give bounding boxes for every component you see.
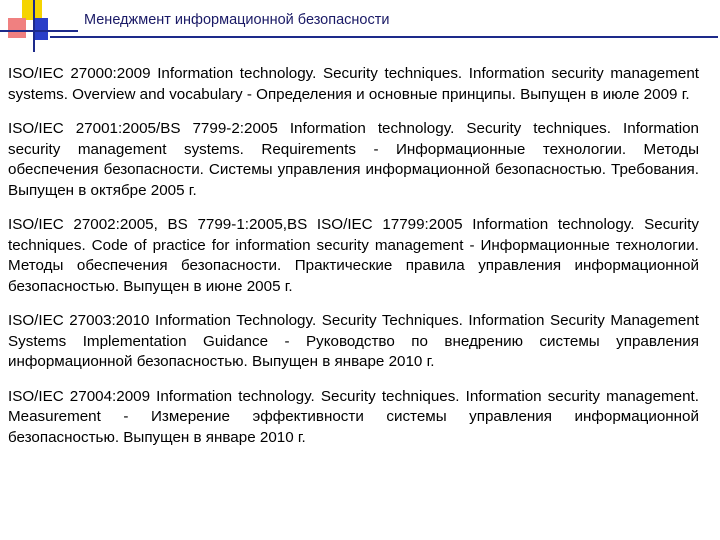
standard-paragraph-27003: ISO/IEC 27003:2010 Information Technology. Security Techniques. Information Security Management Systems Implementation Guidance - Руководство по внедрению системы управления информационной безопасностью. Выпущен в январе 2010 г. <box>8 312 699 370</box>
standard-paragraph-27001: ISO/IEC 27001:2005/BS 7799-2:2005 Information technology. Security techniques. Information security management systems. Requirements - Информационные технологии. Методы обеспечения безопасности. Системы управления информационной безопасностью. Требования. Выпущен в октябре 2005 г. <box>8 120 699 199</box>
logo-yellow-square <box>22 0 42 20</box>
logo-blue-square <box>34 18 48 40</box>
header-divider <box>50 36 718 38</box>
logo-pink-square <box>8 18 26 38</box>
standard-paragraph-27000: ISO/IEC 27000:2009 Information technology. Security techniques. Information security management systems. Overview and vocabulary - Определения и основные принципы. Выпущен в июле 2009 г. <box>8 65 699 103</box>
standards-list <box>8 64 699 462</box>
logo-horizontal-line <box>0 30 78 32</box>
page-title: Менеджмент информационной безопасности <box>84 12 390 28</box>
standard-paragraph-27004: ISO/IEC 27004:2009 Information technology. Security techniques. Information security management. Measurement - Измерение эффективности системы управления информационной безопасностью. Выпущен в январе 2010 г. <box>8 387 699 446</box>
standard-paragraph-27002: ISO/IEC 27002:2005, BS 7799-1:2005,BS ISO/IEC 17799:2005 Information technology. Security techniques. Code of practice for information security management - Информационные технологии. Методы обеспечения безопасности. Практические правила управления информационной безопасностью. Выпущен в июне 2005 г. <box>8 216 699 295</box>
logo-vertical-line <box>33 0 35 52</box>
slide-logo-icon <box>0 0 80 56</box>
